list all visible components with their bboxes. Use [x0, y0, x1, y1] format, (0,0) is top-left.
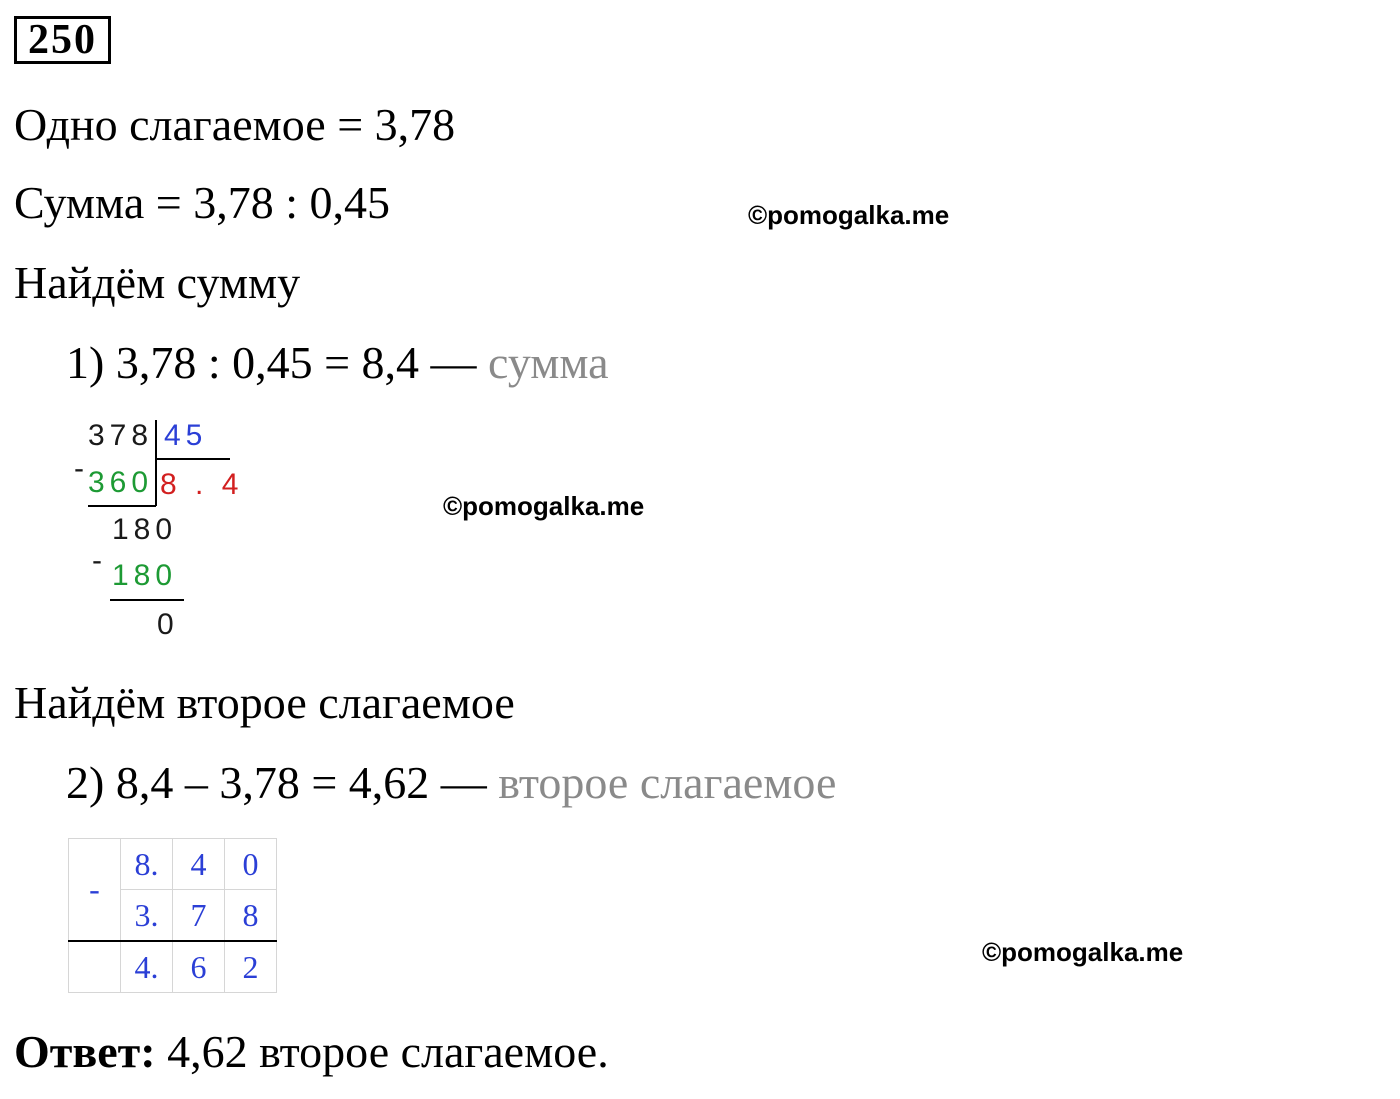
step-1-expression: 1) 3,78 : 0,45 = 8,4 — [66, 337, 477, 388]
quotient [160, 468, 243, 502]
digit-cell: 2 [225, 941, 277, 993]
minus-sign-1: - [74, 452, 89, 485]
dividend: 378 [88, 419, 154, 452]
subtrahend-1: 360 [88, 466, 154, 499]
digit-cell: 4. [121, 941, 173, 993]
answer-label: Ответ: [14, 1026, 156, 1077]
minus-sign: - [69, 839, 121, 942]
empty-cell [69, 941, 121, 993]
answer-text: 4,62 второе слагаемое. [167, 1026, 609, 1077]
digit-cell: 3. [121, 890, 173, 942]
subtraction-line-1 [88, 505, 156, 507]
find-sum-heading: Найдём сумму [14, 257, 301, 308]
step-1-note: сумма [488, 337, 609, 388]
digit-cell: 8. [121, 839, 173, 890]
task-number: 250 [14, 16, 111, 64]
minuend-row [69, 839, 277, 890]
digit-cell: 8 [225, 890, 277, 942]
watermark: ©pomogalka.me [443, 491, 645, 521]
divisor: 45 [164, 419, 208, 452]
digit-cell: 7 [173, 890, 225, 942]
sum-expression: Сумма = 3,78 : 0,45 [14, 177, 390, 228]
remainder-final: 0 [157, 608, 179, 641]
quotient-line [155, 458, 230, 460]
watermark: ©pomogalka.me [748, 200, 950, 230]
division-vertical-bar [155, 420, 157, 506]
subtraction-line-2 [110, 599, 184, 601]
step-2-note: второе слагаемое [498, 757, 837, 808]
quotient-point: . [195, 468, 209, 501]
step-2 [66, 756, 836, 810]
digit-cell: 0 [225, 839, 277, 890]
quotient-integer: 8 [160, 468, 182, 501]
minus-sign-2: - [92, 544, 107, 577]
column-subtraction [68, 838, 277, 993]
digit-cell: 4 [173, 839, 225, 890]
step-1 [66, 336, 609, 390]
digit-cell: 6 [173, 941, 225, 993]
find-second-heading: Найдём второе слагаемое [14, 677, 515, 728]
answer [14, 1025, 609, 1079]
given-line: Одно слагаемое = 3,78 [14, 99, 456, 150]
quotient-fraction: 4 [221, 468, 244, 501]
result-row [69, 941, 277, 993]
subtrahend-2: 180 [112, 559, 178, 592]
remainder-1: 180 [112, 513, 178, 546]
watermark: ©pomogalka.me [982, 937, 1184, 967]
step-2-expression: 2) 8,4 – 3,78 = 4,62 — [66, 757, 487, 808]
